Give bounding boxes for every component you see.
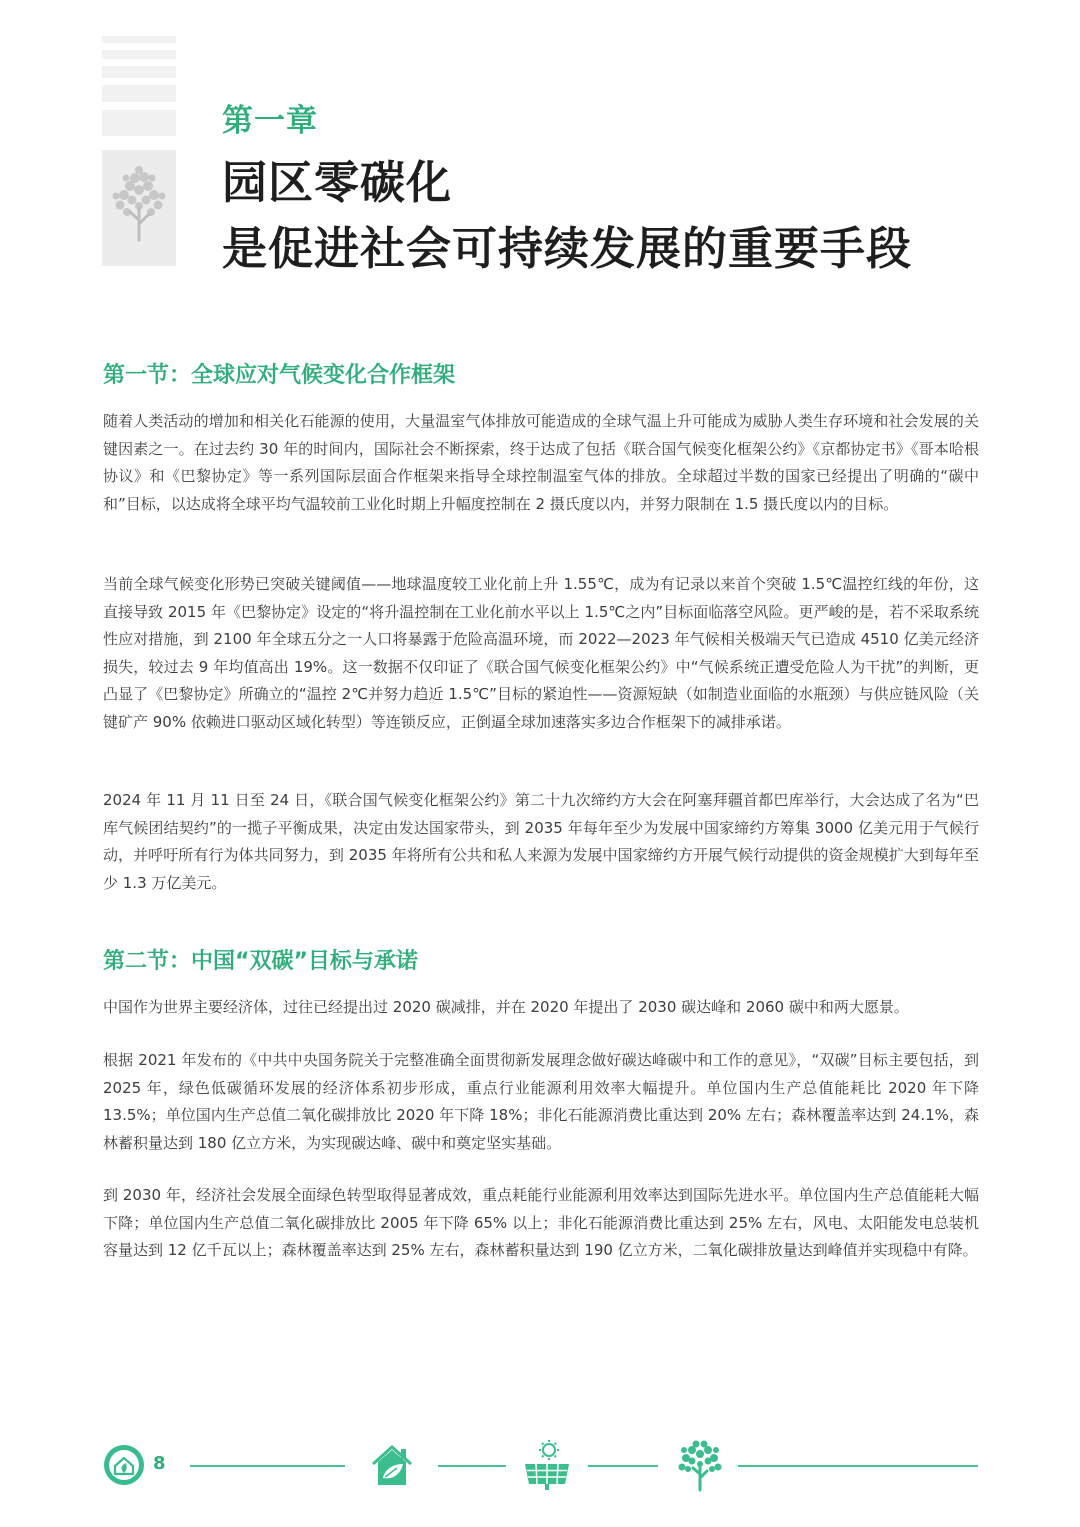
house-leaf-icon [367,1440,417,1490]
home-leaf-icon [103,1444,145,1486]
tree-icon [674,1436,726,1492]
footer-divider [190,1465,345,1467]
section-2-heading: 第二节：中国“双碳”目标与承诺 [103,949,418,974]
chapter-title-line-1: 园区零碳化 [222,156,453,209]
decorative-tree-panel [102,150,176,266]
chapter-title [222,150,912,282]
footer-divider [588,1465,658,1467]
solar-panel-icon [519,1438,575,1492]
section-2-paragraph-3: 到 2030 年，经济社会发展全面绿色转型取得显著成效，重点耗能行业能源利用效率达到国际先进水平。单位国内生产总值能耗大幅下降；单位国内生产总值二氧化碳排放比 2005 年下降 65% 以上；非化石能源消费比重达到 25% 左右，风电、太阳能发电总装机容量达到 12 亿千瓦以上；森林覆盖率达到 25% 左右，森林蓄积量达到 190 亿立方米，二氧化碳排放量达到峰值并实现稳中有降。 [103,1186,979,1260]
footer-divider [738,1465,978,1467]
section-1-heading: 第一节：全球应对气候变化合作框架 [103,363,456,388]
footer-divider [438,1465,506,1467]
section-2-paragraph-2: 根据 2021 年发布的《中共中央国务院关于完整准确全面贯彻新发展理念做好碳达峰碳中和工作的意见》，“双碳”目标主要包括，到 2025 年，绿色低碳循环发展的经济体系初步形成，重点行业能源利用效率大幅提升。单位国内生产总值能耗比 2020 年下降 13.5%；单位国内生产总值二氧化碳排放比 2020 年下降 18%；非化石能源消费比重达到 20% 左右；森林覆盖率达到 24.1%，森林蓄积量达到 180 亿立方米，为实现碳达峰、碳中和奠定坚实基础。 [103,1051,979,1152]
tree-icon [102,150,176,266]
section-1-paragraph-2: 当前全球气候变化形势已突破关键阈值——地球温度较工业化前上升 1.55℃，成为有记录以来首个突破 1.5℃温控红线的年份，这直接导致 2015 年《巴黎协定》设定的“将升温控制在工业化前水平以上 1.5℃之内”目标面临落空风险。更严峻的是，若不采取系统性应对措施，到 2100 年全球五分之一人口将暴露于危险高温环境，而 2022—2023 年气候相关极端天气已造成 4510 亿美元经济损失，较过去 9 年均值高出 19%。这一数据不仅印证了《联合国气候变化框架公约》中“气候系统正遭受危险人为干扰”的判断，更凸显了《巴黎协定》所确立的“温控 2℃并努力趋近 1.5℃”目标的紧迫性——资源短缺（如制造业面临的水瓶颈）与供应链风险（关键矿产 90% 依赖进口驱动区域化转型）等连锁反应，正倒逼全球加速落实多边合作框架下的减排承诺。 [103,575,979,731]
chapter-label: 第一章 [222,103,318,139]
page-number: 8 [153,1453,166,1474]
section-1-paragraph-3: 2024 年 11 月 11 日至 24 日，《联合国气候变化框架公约》第二十九次缔约方大会在阿塞拜疆首都巴库举行，大会达成了名为“巴库气候团结契约”的一揽子平衡成果，决定由发达国家带头，到 2035 年每年至少为发展中国家缔约方筹集 3000 亿美元用于气候行动，并呼吁所有行为体共同努力，到 2035 年将所有公共和私人来源为发展中国家缔约方开展气候行动提供的资金规模扩大到每年至少 1.3 万亿美元。 [103,791,979,892]
section-2-paragraph-1: 中国作为世界主要经济体，过往已经提出过 2020 碳减排，并在 2020 年提出了 2030 碳达峰和 2060 碳中和两大愿景。 [103,998,909,1016]
chapter-title-line-2: 是促进社会可持续发展的重要手段 [222,222,913,275]
section-1-paragraph-1: 随着人类活动的增加和相关化石能源的使用，大量温室气体排放可能造成的全球气温上升可能成为威胁人类生存环境和社会发展的关键因素之一。在过去约 30 年的时间内，国际社会不断探索，终于达成了包括《联合国气候变化框架公约》《京都协定书》《哥本哈根协议》和《巴黎协定》等一系列国际层面合作框架来指导全球控制温室气体的排放。全球超过半数的国家已经提出了明确的“碳中和”目标，以达成将全球平均气温较前工业化时期上升幅度控制在 2 摄氏度以内，并努力限制在 1.5 摄氏度以内的目标。 [103,412,979,513]
